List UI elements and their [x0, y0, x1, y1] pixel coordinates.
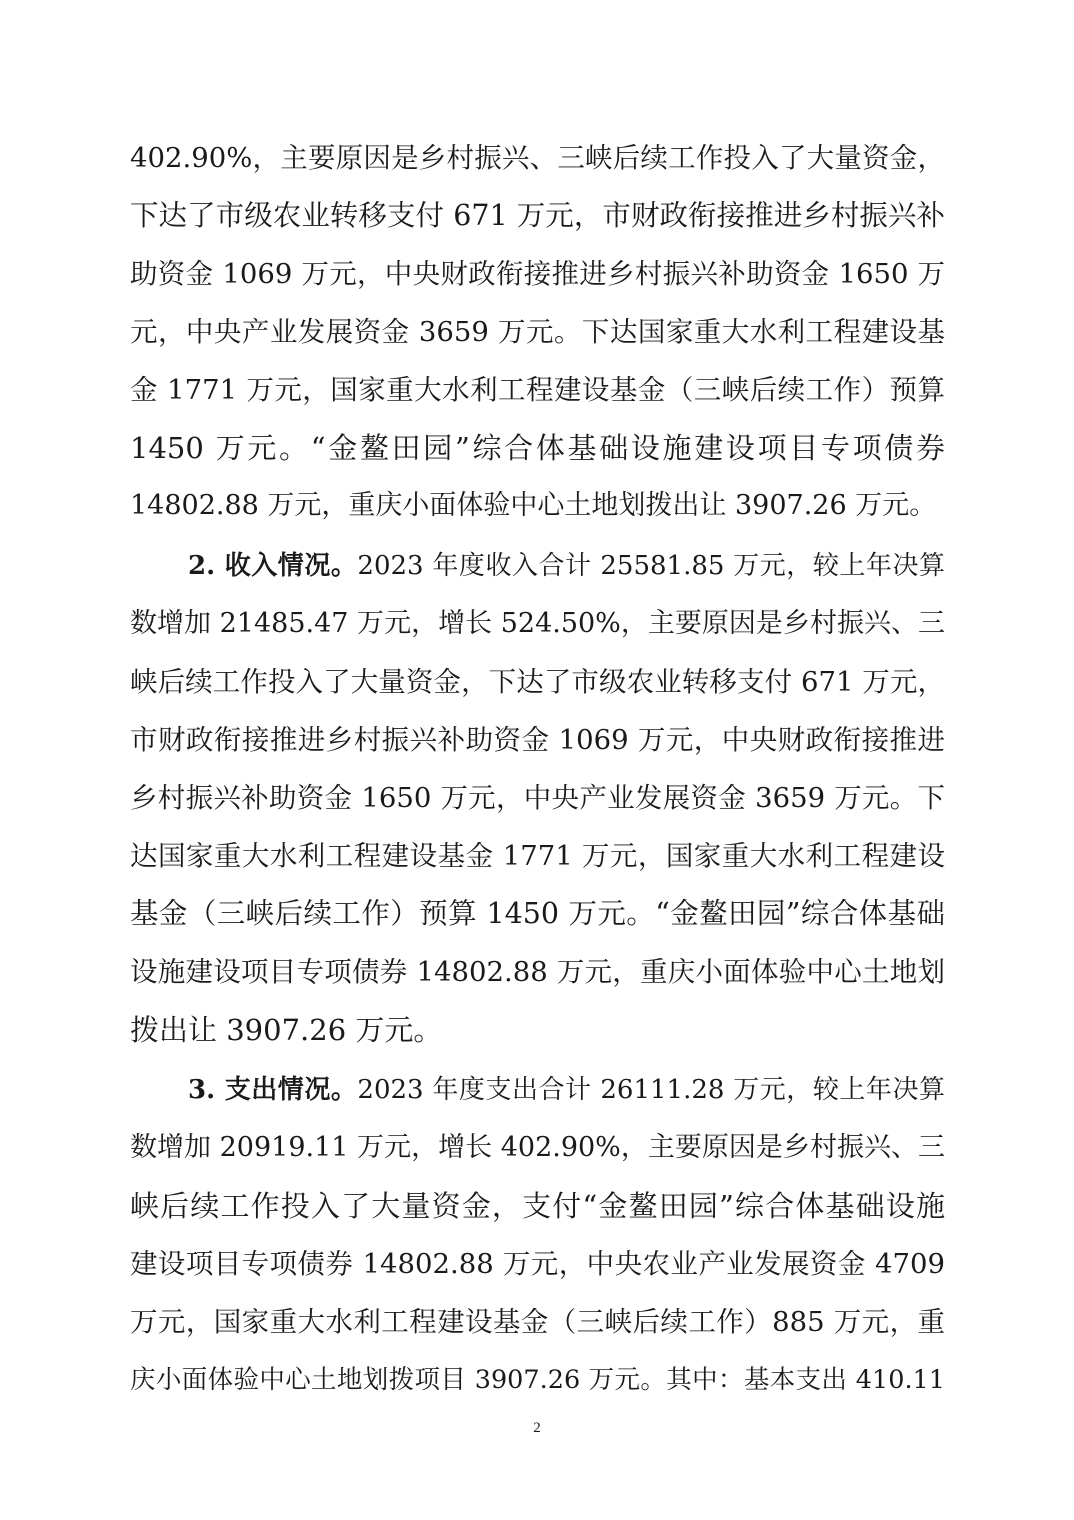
- text-line: 数增加 21485.47 万元，增长 524.50%，主要原因是乡村振兴、三: [130, 608, 945, 639]
- text-line: 峡后续工作投入了大量资金，支付“金鳌田园”综合体基础设施: [130, 1189, 945, 1223]
- text-line: 402.90%，主要原因是乡村振兴、三峡后续工作投入了大量资金，: [130, 142, 945, 174]
- section-heading-expenditure: 3. 支出情况。: [188, 1075, 358, 1105]
- text-line: 设施建设项目专项债券 14802.88 万元，重庆小面体验中心土地划: [130, 956, 945, 988]
- text-line: 万元，国家重大水利工程建设基金（三峡后续工作）885 万元，重: [130, 1306, 945, 1338]
- text-line: 达国家重大水利工程建设基金 1771 万元，国家重大水利工程建设: [130, 840, 945, 872]
- text-line: 金 1771 万元，国家重大水利工程建设基金（三峡后续工作）预算: [130, 374, 945, 406]
- text-line: 乡村振兴补助资金 1650 万元，中央产业发展资金 3659 万元。下: [130, 782, 945, 814]
- text-line: 助资金 1069 万元，中央财政衔接推进乡村振兴补助资金 1650 万: [130, 258, 945, 290]
- text-line-content: 2023 年度收入合计 25581.85 万元，较上年决算: [357, 551, 945, 581]
- text-line: 庆小面体验中心土地划拨项目 3907.26 万元。其中：基本支出 410.11: [130, 1365, 945, 1395]
- text-line: [188, 1070, 945, 1110]
- text-line: 1450 万元。“金鳌田园”综合体基础设施建设项目专项债券: [130, 431, 945, 465]
- text-line: 基金（三峡后续工作）预算 1450 万元。“金鳌田园”综合体基础: [130, 897, 945, 930]
- text-line: 下达了市级农业转移支付 671 万元，市财政衔接推进乡村振兴补: [130, 199, 945, 232]
- section-heading-income: 2. 收入情况。: [188, 551, 358, 581]
- page-number: 2: [533, 1420, 541, 1436]
- text-line: 拨出让 3907.26 万元。: [130, 1013, 443, 1047]
- text-line: 14802.88 万元，重庆小面体验中心土地划拨出让 3907.26 万元。: [130, 490, 937, 521]
- text-line: 峡后续工作投入了大量资金，下达了市级农业转移支付 671 万元，: [130, 666, 945, 698]
- text-line: 元，中央产业发展资金 3659 万元。下达国家重大水利工程建设基: [130, 316, 945, 348]
- text-line-content: 2023 年度支出合计 26111.28 万元，较上年决算: [357, 1075, 945, 1105]
- text-line: 市财政衔接推进乡村振兴补助资金 1069 万元，中央财政衔接推进: [130, 724, 945, 756]
- text-line: 建设项目专项债券 14802.88 万元，中央农业产业发展资金 4709: [130, 1248, 945, 1280]
- text-line: 数增加 20919.11 万元，增长 402.90%，主要原因是乡村振兴、三: [130, 1132, 945, 1163]
- text-line: [188, 546, 945, 586]
